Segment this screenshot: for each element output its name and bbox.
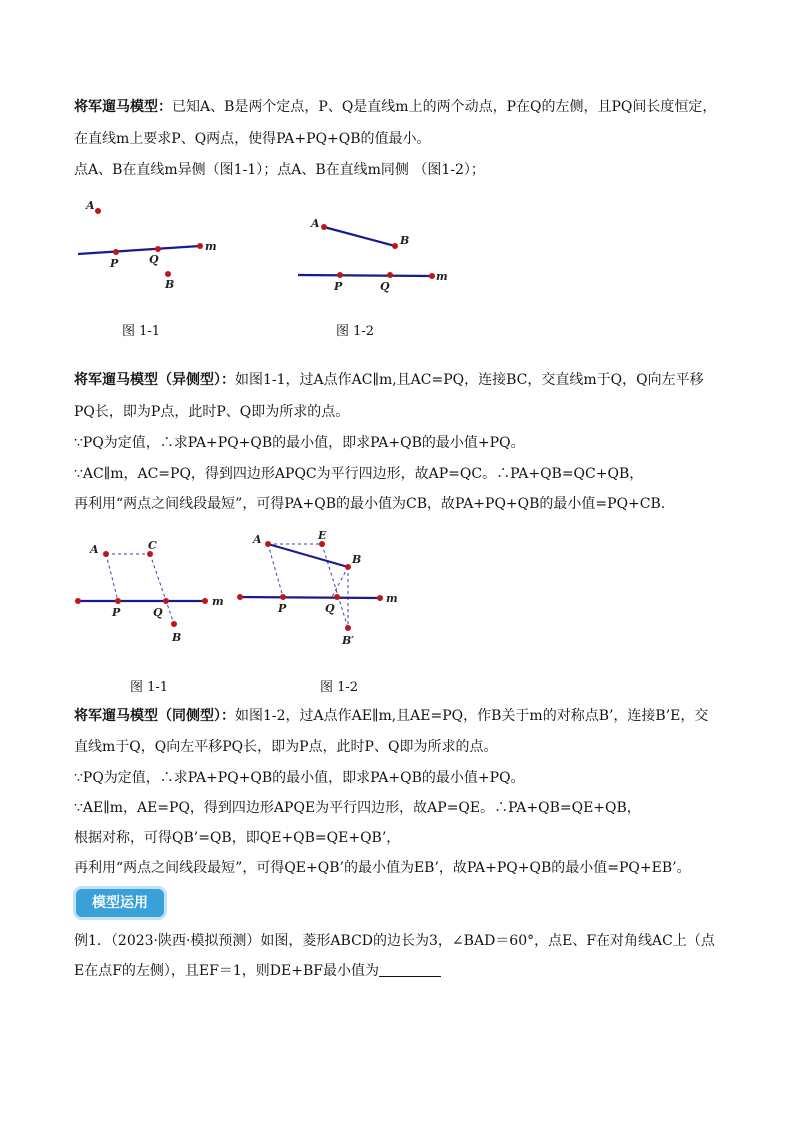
point-b-3 xyxy=(171,621,177,627)
section1-line-3: ∵PQ为定值，∴求PA+PQ+QB的最小值，即求PA+QB的最小值+PQ。 xyxy=(74,435,525,451)
line-m-1 xyxy=(78,246,200,254)
section2-line-1: 将军遛马模型（同侧型）：如图1-2，过A点作AE∥m,且AE=PQ，作B关于m的对称点B’，连接B’E，交 xyxy=(74,708,709,724)
figure-mid-diagrams xyxy=(0,525,800,650)
label-a-4: A xyxy=(253,533,262,546)
section2-line-6: 再利用“两点之间线段最短”，可得QE+QB’的最小值为EB’，故PA+PQ+QB的最小值=PQ+EB’。 xyxy=(74,860,691,876)
section2-line-2: 直线m于Q，Q向左平移PQ长，即为P点，此时P、Q即为所求的点。 xyxy=(74,739,498,755)
figure-top-diagrams xyxy=(0,190,800,310)
point-b-2 xyxy=(392,243,398,249)
label-a-2: A xyxy=(311,217,320,230)
label-m-3: m xyxy=(212,595,224,608)
label-b-1: B xyxy=(165,278,175,291)
section2-title: 将军遛马模型（同侧型）： xyxy=(74,708,235,724)
section1-line-5: 再利用“两点之间线段最短”，可得PA+QB的最小值为CB，故PA+PQ+QB的最小值=PQ+CB. xyxy=(74,496,666,512)
label-a-1: A xyxy=(86,199,95,212)
section1-line-4: ∵AC∥m，AC=PQ，得到四边形APQC为平行四边形，故AP=QC。∴PA+QB=QC+QB， xyxy=(74,466,644,482)
point-m-2 xyxy=(429,273,435,279)
label-q-2: Q xyxy=(380,280,390,293)
label-a-3: A xyxy=(90,543,99,556)
point-q-2 xyxy=(387,272,393,278)
answer-blank xyxy=(379,962,441,977)
label-p-4: P xyxy=(278,602,287,615)
segment-ap-2 xyxy=(268,544,283,597)
section2-line-5: 根据对称，可得QB’=QB，即QE+QB=QE+QB’， xyxy=(74,830,401,846)
point-a-3 xyxy=(103,551,109,557)
label-m-1: m xyxy=(205,240,217,253)
example-line-1: 例1．（2023·陕西·模拟预测）如图，菱形ABCD的边长为3，∠BAD＝60°，点E、F在对角线AC上（点 xyxy=(74,933,715,949)
section2-line-4: ∵AE∥m，AE=PQ，得到四边形APQE为平行四边形，故AP=QE。∴PA+QB=QE+QB， xyxy=(74,800,641,816)
label-p-1: P xyxy=(110,257,119,270)
label-p-2: P xyxy=(334,280,343,293)
intro-line-1: 将军遛马模型：已知A、B是两个定点，P、Q是直线m上的两个动点，P在Q的左侧，且PQ间长度恒定， xyxy=(74,99,717,115)
caption-fig-1-2-top: 图 1-2 xyxy=(336,324,375,339)
segment-ab-2 xyxy=(324,227,395,246)
segment-qb xyxy=(332,567,348,597)
section1-line-1: 将军遛马模型（异侧型）：如图1-1，过A点作AC∥m,且AC=PQ，连接BC，交直线m于Q，Q向左平移 xyxy=(74,372,704,388)
segment-ab-4 xyxy=(268,544,348,567)
example-line-2: E在点F的左侧），且EF＝1，则DE+BF最小值为 xyxy=(74,961,734,981)
point-m-1 xyxy=(197,243,203,249)
label-c-3: C xyxy=(148,539,157,552)
point-q-1 xyxy=(155,246,161,252)
label-p-3: P xyxy=(112,606,121,619)
caption-fig-1-1-mid: 图 1-1 xyxy=(130,680,169,695)
label-b-3: B xyxy=(172,631,182,644)
intro-line-3: 点A、B在直线m异侧（图1-1）；点A、B在直线m同侧 （图1-2）； xyxy=(74,162,485,178)
point-q-4 xyxy=(334,594,340,600)
point-b-prime-4 xyxy=(345,625,351,631)
caption-fig-1-1-top: 图 1-1 xyxy=(122,324,161,339)
point-p-4 xyxy=(280,594,286,600)
intro-title: 将军遛马模型： xyxy=(74,99,172,115)
point-p-3 xyxy=(115,598,121,604)
label-b-2: B xyxy=(400,234,410,247)
line-m-4 xyxy=(240,597,380,598)
model-application-badge: 模型运用 xyxy=(76,889,164,917)
intro-line-2: 在直线m上要求P、Q两点，使得PA+PQ+QB的值最小。 xyxy=(74,131,431,147)
label-q-1: Q xyxy=(149,253,159,266)
label-q-3: Q xyxy=(153,606,163,619)
point-p-1 xyxy=(113,249,119,255)
point-b-4 xyxy=(345,564,351,570)
label-b-prime-4: B′ xyxy=(342,634,355,647)
point-m-4 xyxy=(377,595,383,601)
line-m-2 xyxy=(298,275,432,276)
segment-ap xyxy=(106,554,118,601)
point-a-4 xyxy=(265,541,271,547)
point-a-2 xyxy=(321,224,327,230)
label-e-4: E xyxy=(318,529,327,542)
point-left-4 xyxy=(237,594,243,600)
label-m-2: m xyxy=(436,270,448,283)
point-a-1 xyxy=(95,208,101,214)
label-b-4: B xyxy=(352,553,362,566)
segment-eb-prime xyxy=(322,544,348,628)
section1-title: 将军遛马模型（异侧型）： xyxy=(74,372,235,388)
section2-line-3: ∵PQ为定值，∴求PA+PQ+QB的最小值，即求PA+QB的最小值+PQ。 xyxy=(74,770,525,786)
section1-line-2: PQ长，即为P点，此时P、Q即为所求的点。 xyxy=(74,404,350,420)
point-p-2 xyxy=(337,272,343,278)
caption-fig-1-2-mid: 图 1-2 xyxy=(320,680,359,695)
point-b-1 xyxy=(165,271,171,277)
point-left-3 xyxy=(75,598,81,604)
label-m-4: m xyxy=(386,592,398,605)
point-m-3 xyxy=(202,598,208,604)
label-q-4: Q xyxy=(325,602,335,615)
point-q-3 xyxy=(163,598,169,604)
